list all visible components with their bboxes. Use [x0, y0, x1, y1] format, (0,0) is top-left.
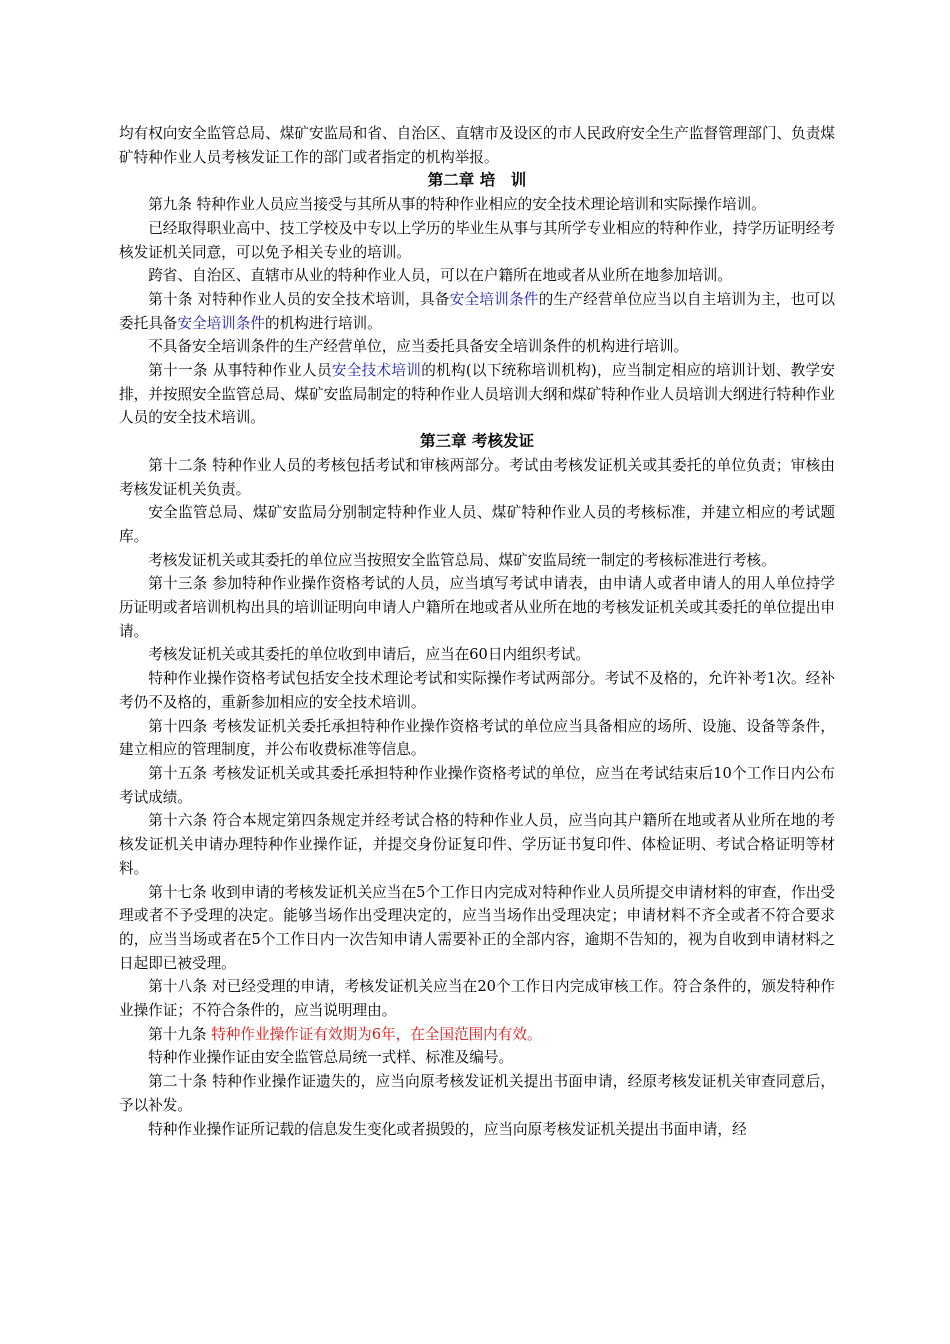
- article-15: 第十五条 考核发证机关或其委托承担特种作业操作资格考试的单位，应当在考试结束后10个工作日内公布考试成绩。: [119, 764, 835, 806]
- article-10-text-a: 第十条 对特种作业人员的安全技术培训，具备: [148, 290, 450, 308]
- article-19-para-2: 特种作业操作证由安全监管总局统一式样、标准及编号。: [148, 1049, 514, 1067]
- article-11-text-b: 的机构(以下统称培训机构)，应当制定相应的培训计划、教学安排，并按照安全监管总局、煤矿安监局制定的特种作业人员培训大纲和煤矿特种作业人员培训大纲进行特种作业人员的安全技术培训。: [119, 362, 835, 427]
- article-19-highlight: 特种作业操作证有效期为6年，在全国范围内有效。: [211, 1025, 542, 1043]
- article-10-text-b: 的生产经营单位应当以自主培训为主，也可以委托具备: [119, 290, 835, 332]
- article-17: 第十七条 收到申请的考核发证机关应当在5个工作日内完成对特种作业人员所提交申请材料的审查，作出受理或者不予受理的决定。能够当场作出受理决定的，应当当场作出受理决定；申请材料不齐全或者不符合要求的，应当当场或者在5个工作日内一次告知申请人需要补正的全部内容，逾期不告知的，视为自收到申请材料之日起即已被受理。: [119, 883, 835, 972]
- article-10-text-c: 的机构进行培训。: [264, 314, 382, 332]
- article-14: 第十四条 考核发证机关委托承担特种作业操作资格考试的单位应当具备相应的场所、设施、设备等条件，建立相应的管理制度，并公布收费标准等信息。: [119, 717, 835, 759]
- article-9: 第九条 特种作业人员应当接受与其所从事的特种作业相应的安全技术理论培训和实际操作培训。: [148, 196, 766, 214]
- safety-training-conditions-link-2[interactable]: 安全培训条件: [177, 314, 265, 332]
- document-page: [119, 122, 835, 1141]
- safety-training-conditions-link-1[interactable]: 安全培训条件: [449, 290, 539, 308]
- article-12: 第十二条 特种作业人员的考核包括考试和审核两部分。考试由考核发证机关或其委托的单位负责；审核由考核发证机关负责。: [119, 456, 835, 498]
- article-20-para-2: 特种作业操作证所记载的信息发生变化或者损毁的，应当向原考核发证机关提出书面申请，经: [148, 1120, 747, 1138]
- article-12-para-2: 安全监管总局、煤矿安监局分别制定特种作业人员、煤矿特种作业人员的考核标准，并建立相应的考试题库。: [119, 504, 835, 545]
- article-16: 第十六条 符合本规定第四条规定并经考试合格的特种作业人员，应当向其户籍所在地或者从业所在地的考核发证机关申请办理特种作业操作证，并提交身份证复印件、学历证书复印件、体检证明、考试合格证明等材料。: [119, 812, 835, 877]
- article-19-label: 第十九条: [148, 1025, 212, 1043]
- article-18: 第十八条 对已经受理的申请，考核发证机关应当在20个工作日内完成审核工作。符合条件的，颁发特种作业操作证；不符合条件的，应当说明理由。: [119, 978, 835, 1020]
- article-13-para-2: 考核发证机关或其委托的单位收到申请后，应当在60日内组织考试。: [148, 646, 590, 664]
- article-12-para-3: 考核发证机关或其委托的单位应当按照安全监管总局、煤矿安监局统一制定的考核标准进行考核。: [148, 551, 776, 569]
- article-13-para-3: 特种作业操作资格考试包括安全技术理论考试和实际操作考试两部分。考试不及格的，允许补考1次。经补考仍不及格的，重新参加相应的安全技术培训。: [119, 670, 835, 711]
- paragraph-continued: 均有权向安全监管总局、煤矿安监局和省、自治区、直辖市及设区的市人民政府安全生产监督管理部门、负责煤矿特种作业人员考核发证工作的部门或者指定的机构举报。: [119, 125, 835, 166]
- article-9-para-2: 已经取得职业高中、技工学校及中专以上学历的毕业生从事与其所学专业相应的特种作业，持学历证明经考核发证机关同意，可以免予相关专业的培训。: [119, 219, 835, 261]
- safety-technical-training-link[interactable]: 安全技术培训: [331, 362, 422, 380]
- chapter-2-heading: 第二章 培 训: [427, 171, 527, 190]
- article-10: [119, 288, 835, 335]
- article-19: [119, 1023, 835, 1047]
- chapter-3-heading: 第三章 考核发证: [420, 432, 534, 451]
- article-9-para-3: 跨省、自治区、直辖市从业的特种作业人员，可以在户籍所在地或者从业所在地参加培训。: [148, 267, 732, 285]
- article-11-text-a: 第十一条 从事特种作业人员: [148, 362, 332, 380]
- article-20: 第二十条 特种作业操作证遗失的，应当向原考核发证机关提出书面申请，经原考核发证机关审查同意后，予以补发。: [119, 1073, 835, 1114]
- article-13: 第十三条 参加特种作业操作资格考试的人员，应当填写考试申请表，由申请人或者申请人的用人单位持学历证明或者培训机构出具的培训证明向申请人户籍所在地或者从业所在地的考核发证机关或其委托的单位提出申请。: [119, 575, 835, 640]
- article-10-para-2: 不具备安全培训条件的生产经营单位，应当委托具备安全培训条件的机构进行培训。: [148, 338, 689, 356]
- article-11: [119, 359, 835, 430]
